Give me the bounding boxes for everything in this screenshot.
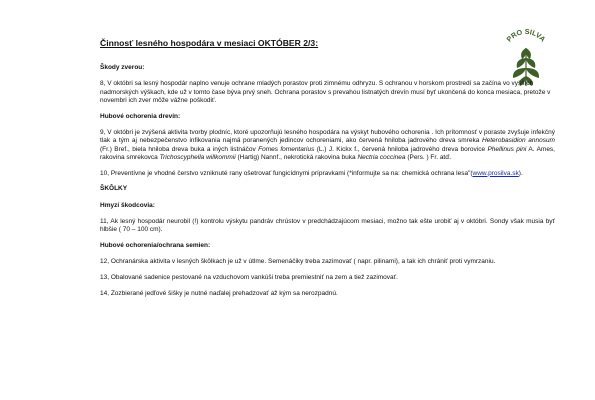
p9-text-c: (L.) J. Kickx f., červená hniloba jadrového dreva borovice	[314, 145, 488, 153]
paragraph-10	[100, 170, 555, 178]
section-heading-skody-zverou: Škody zverou:	[100, 64, 145, 71]
p9-text-e: (Hartig) Nannf., nekrotická rakovina buka	[235, 153, 358, 161]
page-title: Činnosť lesného hospodára v mesiaci OKTÓBER 2/3:	[100, 38, 319, 48]
p9-latin-5: Nectria coccinea	[357, 153, 406, 161]
paragraph-9	[100, 129, 555, 162]
p10-text-b: ).	[518, 169, 523, 177]
document-body	[100, 64, 555, 306]
p10-text-a: 10, Preventívne je vhodné čerstvo vzniknuté rany ošetrovať fungicídnymi prípravkami (*informujte sa na: chemická ochrana lesa"(	[100, 169, 473, 177]
paragraph-8: 8, V októbri sa lesný hospodár naplno venuje ochrane mladých porastov proti zimnému odhryzu. S ochranou v horskom prostredí sa začína vo vyšších nadmorských výškach, kde už v tomto čase býva prvý sneh. Ochrana porastov s prevahou listnatých drevín musí byť ukončená do konca mesiaca, pretože v novembri ich zver môže vážne poškodiť.	[100, 80, 551, 104]
p9-latin-2: Fomes fomentarius	[258, 145, 315, 153]
paragraph-13: 13, Obalované sadenice pestované na vzduchovom vankúši treba premiestniť na zem a tiež zazimovať.	[100, 274, 398, 282]
paragraph-11: 11, Ak lesný hospodár neurobil (!) kontrolu výskytu pandráv chrústov v predchádzajúcom mesiaci, možno tak ešte urobiť aj v októbri. Sondy však musia byť hlbšie ( 70 – 100 cm).	[100, 218, 555, 234]
section-heading-hmyzi-skodcovia: Hmyzí škodcovia:	[100, 201, 155, 209]
p9-latin-1: Heterobasidion annosum	[481, 137, 555, 145]
section-heading-skolky: ŠKÔLKY	[100, 185, 128, 193]
p9-latin-4: Trichoscyphella willkommii	[159, 153, 236, 161]
p9-text-b: (Fr.) Bref., biela hniloba dreva buka a iných listnáčov	[100, 145, 259, 153]
paragraph-12: 12, Ochranárska aktivita v lesných škôlkach je už v útlme. Semenáčiky treba zazimovať ( napr. pilinami), a tak ich chrániť proti vymrzaniu.	[100, 258, 496, 266]
prosilva-link[interactable]: www.prosilva.sk	[472, 169, 519, 177]
paragraph-14: 14, Zozbierané jedľové šišky je nutné naďalej prehadzovať až kým sa nerozpadnú.	[100, 290, 338, 298]
svg-text:PRO SILVA	[504, 28, 547, 44]
section-heading-hubove-ochorenia: Hubové ochorenia drevín:	[100, 112, 181, 120]
p9-text-f: (Pers. ) Fr. atď.	[405, 153, 452, 161]
logo-text: PRO SILVA	[504, 28, 548, 44]
p9-latin-3: Phellinus pini	[487, 145, 527, 153]
section-heading-hubove-ochrana-semien: Hubové ochorenia/ochrana semien:	[100, 242, 211, 250]
p9-text-a: 9, V októbri je zvýšená aktivita tvorby plodníc, ktoré upozorňujú lesného hospodára na výskyt hubového ochorenia . Ich prítomnosť v poraste zvyšuje infekčný tlak a tým aj nebezpečenstvo infikovania najmä poranených jedincov ochoreniami, ako červená hniloba jadrového dreva smreka	[100, 128, 555, 145]
p9-text-d: A. Ames, rakovina smrekovca	[100, 145, 555, 161]
